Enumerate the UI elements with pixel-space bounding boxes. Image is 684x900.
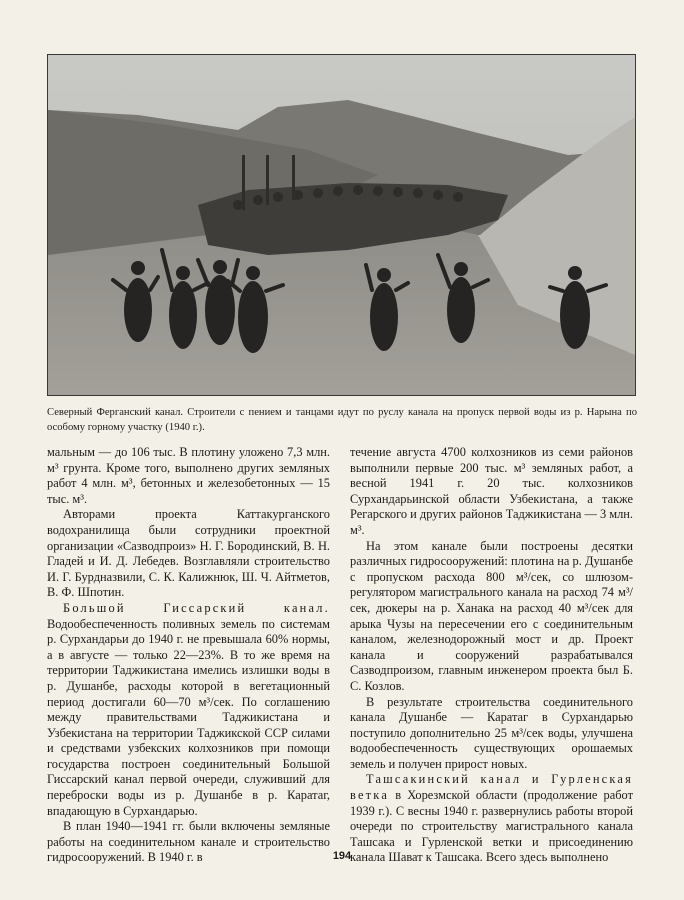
canal-photo-image (48, 55, 635, 395)
right-paragraph-3: В результате строительства соединительного канала Душанбе — Каратаг в Сурхандарью поступило дополнительно 25 м³/сек воды, улучшена водообеспеченность существующих орошаемых земель и получен прирост новых. (350, 694, 633, 771)
left-paragraph-3 (47, 601, 330, 819)
left-paragraph-2: Авторами проекта Каттакурганского водохранилища были сотрудники проектной организации «Сазводпроиз» Н. Г. Бородинский, В. Н. Гладей и И. Д. Лебедев. Возглавляли строительство И. Г. Бурдназвили, С. К. Калижнюк, Ш. Ч. Айтметов, В. Ф. Шпотин. (47, 507, 330, 600)
section-heading-gissar: Большой Гиссарский канал. (63, 600, 330, 615)
left-paragraph-1: мальным — до 106 тыс. В плотину уложено 7,3 млн. м³ грунта. Кроме того, выполнено других земляных работ 4 млн. м³, бетонных и железобетонных — 15 тыс. м³. (47, 445, 330, 506)
section-body-gissar: Водообеспеченность поливных земель по системам р. Сурхандарьи до 1940 г. не превышала 60% нормы, а в августе — только 22—23%. В то же время на территории Таджикистана имелись излишки воды в р. Душанбе, расходы которой в вегетационный период достигали 60—70 м³/сек. По соглашению между правительствами Таджикистана и Узбекистана на территории Таджикской ССР силами и средствами узбекских колхозников при помощи государства построен соединительный Большой Гиссарский канал первой очереди, служивший для переброски воды из р. Душанбе в р. Каратаг, впадающую в Сурхандарью. (47, 616, 330, 818)
photograph (47, 54, 636, 396)
left-paragraph-4: В план 1940—1941 гг. были включены земляные работы на соединительном канале и строительство гидросооружений. В 1940 г. в (47, 819, 330, 865)
right-text-column (350, 445, 633, 866)
right-paragraph-1: течение августа 4700 колхозников из семи районов выполнили первые 200 тыс. м³ земляных работ, а весной 1941 г. 20 тыс. колхозников Сурхандарьинской области Узбекистана, а также Регарского и других районов Таджикистана — 3 млн. м³. (350, 445, 633, 537)
photo-caption: Северный Ферганский канал. Строители с пением и танцами идут по руслу канала на пропуск первой воды из р. Нарына по особому горному участку (1940 г.). (47, 407, 637, 433)
page-number: 194 (332, 850, 352, 862)
section-body-tashsaka: в Хорезмской области (продолжение работ 1939 г.). С весны 1940 г. развернулись работы второй очереди по строительству магистрального канала Ташсака и Гурленской ветки и присоединению канала Шават к Ташсака. Всего здесь выполнено (350, 788, 633, 865)
section-heading-tashsaka: Ташсакинский канал и Гурленская ветка (350, 772, 633, 803)
right-paragraph-2: На этом канале были построены десятки различных гидросооружений: плотина на р. Душанбе с пропуском расхода 800 м³/сек, со шлюзом-регулятором магистрального канала на расход 74 м³/сек, дюкеры на р. Ханака на расход 40 м³/сек для арыка Чузы на пересечении его с соединительным каналом, железнодорожный мост и др. Проект канала и сооружений разрабатывался Сазводпроизом, главным инженером проекта был Б. С. Козлов. (350, 538, 633, 693)
left-text-column (47, 445, 330, 866)
